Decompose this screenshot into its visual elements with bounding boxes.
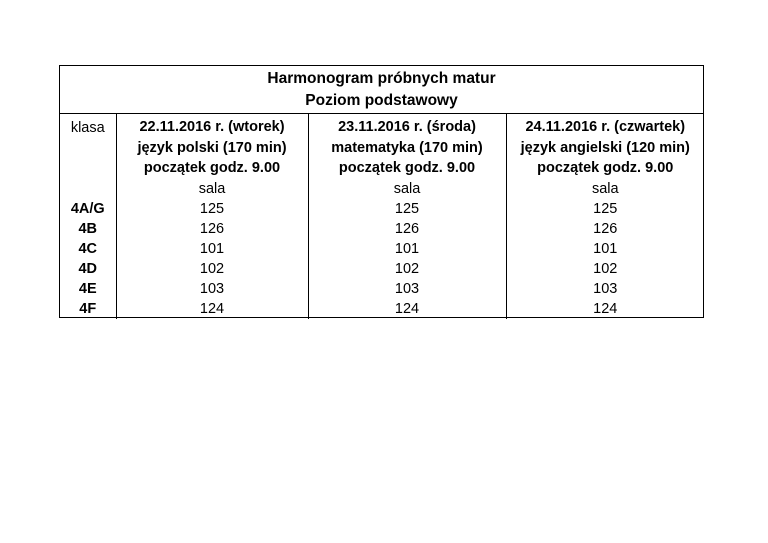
- table-row: [60, 299, 704, 319]
- room-label: sala: [506, 179, 704, 199]
- header-day-1: [116, 114, 308, 179]
- room-cell: 103: [116, 279, 308, 299]
- room-cell: 126: [116, 219, 308, 239]
- document-subtitle: Poziom podstawowy: [305, 92, 458, 109]
- header-date: 22.11.2016 r. (wtorek): [139, 119, 285, 135]
- header-day-3: [506, 114, 704, 179]
- header-row: [60, 114, 704, 179]
- room-cell: 124: [506, 299, 704, 319]
- room-cell: 103: [506, 279, 704, 299]
- class-cell: 4F: [79, 300, 97, 317]
- class-cell: 4C: [78, 240, 98, 257]
- room-cell: 126: [506, 219, 704, 239]
- room-cell: 102: [308, 259, 506, 279]
- header-start: początek godz. 9.00: [338, 160, 476, 176]
- header-day-2: [308, 114, 506, 179]
- schedule-table: [60, 114, 704, 319]
- schedule-sheet: [59, 65, 704, 318]
- class-cell: 4A/G: [70, 200, 105, 217]
- room-cell: 125: [506, 199, 704, 219]
- class-cell: 4E: [78, 280, 97, 297]
- room-cell: 125: [308, 199, 506, 219]
- table-row: [60, 259, 704, 279]
- room-cell: 102: [506, 259, 704, 279]
- room-cell: 102: [116, 259, 308, 279]
- table-row: [60, 199, 704, 219]
- room-cell: 125: [116, 199, 308, 219]
- table-row: [60, 219, 704, 239]
- class-cell: 4D: [78, 260, 98, 277]
- room-cell: 101: [308, 239, 506, 259]
- room-cell: 124: [116, 299, 308, 319]
- table-row: [60, 239, 704, 259]
- table-row: [60, 279, 704, 299]
- header-date: 24.11.2016 r. (czwartek): [525, 119, 686, 135]
- header-subject: matematyka (170 min): [331, 139, 483, 156]
- room-cell: 124: [308, 299, 506, 319]
- room-label: sala: [116, 179, 308, 199]
- room-cell: 101: [116, 239, 308, 259]
- room-label: sala: [308, 179, 506, 199]
- header-start: początek godz. 9.00: [143, 160, 281, 176]
- room-label-row: [60, 179, 704, 199]
- room-cell: 103: [308, 279, 506, 299]
- header-klasa: klasa: [70, 120, 105, 136]
- header-start: początek godz. 9.00: [537, 160, 674, 176]
- document-title: Harmonogram próbnych matur: [267, 70, 496, 87]
- header-subject: język angielski (120 min): [520, 139, 690, 156]
- room-cell: 101: [506, 239, 704, 259]
- header-subject: język polski (170 min): [137, 139, 287, 156]
- title-block: [60, 66, 703, 114]
- header-date: 23.11.2016 r. (środa): [338, 119, 476, 135]
- room-cell: 126: [308, 219, 506, 239]
- class-cell: 4B: [78, 220, 98, 237]
